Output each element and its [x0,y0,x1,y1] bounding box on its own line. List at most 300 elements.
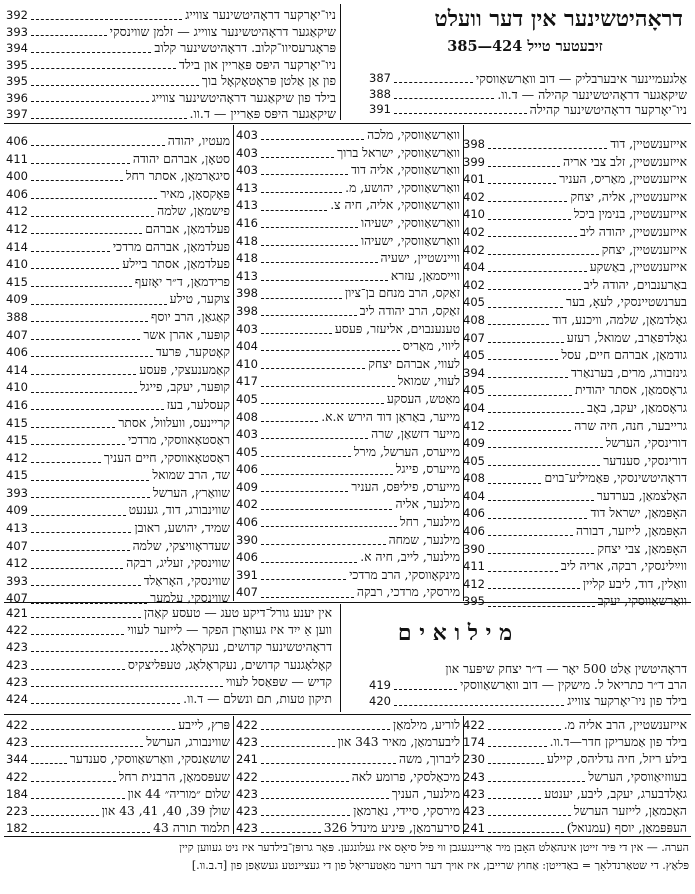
supplement-title: מ י ל ו א י ם [397,620,513,646]
leader-dashes [261,174,348,175]
list-item [236,409,460,427]
page-number: 418 [236,251,258,266]
entry-title: אייזענשטיין, יהודה ליב [580,224,687,239]
entry-title: האָכמאַן, לייזער הערשל [573,803,687,818]
bottom-column-left [6,717,230,837]
list-item [236,426,460,444]
entry-title: האָפּמאַן, ישראל דוד [590,506,687,521]
entry-title: גראָסמאַן, אסתר יהודית [575,383,687,398]
entry-title: ליווי, מאַריס [402,339,460,354]
page-number: 401 [463,172,485,187]
list-item [6,467,230,485]
entry-title: בילד פון שיקאַגער דראָהיטשינער צווייג [151,89,336,105]
list-item [236,584,460,602]
page-number: 399 [463,154,485,169]
list-item [6,24,336,41]
page-number: 393 [6,24,28,39]
entry-title: אייזענשטיין, בנימין ביכל [573,207,687,222]
page-number: 415 [6,433,28,448]
leader-dashes [488,553,595,554]
page-number: 422 [236,718,258,732]
page-number: 402 [463,242,485,257]
entry-title: תיקון טעות, תם ונשלם — ד.וו. [183,691,332,706]
leader-dashes [488,430,571,431]
leader-dashes [261,262,378,263]
leader-dashes [31,68,176,69]
entry-title: דורינסקי, סענדער [603,453,687,468]
list-item [6,203,230,221]
list-item [236,197,460,215]
page-number: 404 [463,488,485,503]
list-item [463,734,687,751]
leader-dashes [261,746,335,747]
page-number: 405 [463,453,485,468]
page-number: 174 [463,735,485,750]
page-number: 405 [463,383,485,398]
page-number: 417 [236,374,258,389]
page-number: 407 [236,585,258,600]
list-item [236,250,460,268]
entry-title: סירערמאַן, פּיניע מינדל 326 [323,821,460,836]
list-item [6,751,230,768]
entry-title: אין יענע גורל־דיקע טעג — טעסע קאַהן [144,606,332,620]
entry-title: דראָהיטשין אַלט 500 יאָר — ד״ר יצחק שיפּער און [445,662,687,676]
leader-dashes [261,350,400,351]
leader-dashes [261,798,389,799]
page-number: 403 [236,128,258,142]
leader-dashes [261,333,332,334]
leader-dashes [488,254,599,255]
entry-title: ניו־יאָרקער דראָהיטשינער צווייג [185,7,336,22]
top-right-list [369,71,687,118]
page-number: 407 [6,327,28,342]
list-item [6,691,332,708]
leader-dashes [488,412,584,413]
page-number: 406 [6,134,28,148]
list-item [463,453,687,471]
list-item [6,309,230,327]
leader-dashes [31,763,67,764]
leader-dashes [261,403,384,404]
list-item [6,432,230,450]
page-number: 406 [463,506,485,521]
leader-dashes [488,798,541,799]
leader-dashes [394,113,527,114]
page-number: 182 [6,821,28,836]
leader-dashes [31,480,149,481]
entry-title: פעלדמאַן, אברהם מרדכי [112,239,230,254]
leader-dashes [31,798,125,799]
entry-title: שולן 39, 40, 41, 43 און [101,803,230,818]
leader-dashes [31,216,154,217]
entry-title: בילד פון ניו־יאָרקער צווייג [567,694,687,708]
list-item [236,268,460,286]
page-number: 391 [236,567,258,582]
entry-title: גודמאַן, אברהם חיים, עסל [561,348,687,363]
leader-dashes [488,815,571,816]
list-item [236,285,460,303]
entry-title: גראָסמאַן, יעקב, באָב [587,400,687,415]
list-item [6,555,230,573]
list-item [236,162,460,180]
entry-title: מייערס, הערשל, מירל [353,444,460,459]
list-item [369,102,687,118]
entry-title: דראָהיטשינסקי, פּאַמיליע־בוים [544,471,687,486]
leader-dashes [31,163,130,164]
leader-dashes [261,157,334,158]
page-number: 396 [6,90,28,105]
page-number: 388 [369,86,391,101]
list-item [463,224,687,242]
page-number: 395 [6,57,28,72]
page-number: 223 [6,803,28,818]
page-number: 405 [463,295,485,310]
leader-dashes [31,118,187,119]
list-item [236,356,460,374]
leader-dashes [261,579,346,580]
bottom-divider-1 [233,716,234,834]
list-item [463,382,687,400]
list-item [6,379,230,397]
leader-dashes [488,307,563,308]
leader-dashes [31,19,182,20]
leader-dashes [31,568,123,569]
leader-dashes [31,392,137,393]
page-number: 407 [6,538,28,553]
list-item [6,7,336,24]
list-item [6,820,230,837]
leader-dashes [394,98,494,99]
list-item [236,338,460,356]
list-item [6,133,230,151]
entry-title: שיקאַגער דראָהיטשינער קהילה — ד.וו. [497,86,687,102]
leader-dashes [261,781,349,782]
page-number: 407 [463,330,485,345]
list-item [463,751,687,768]
page-number: 241 [236,752,258,767]
leader-dashes [261,729,390,730]
leader-dashes [31,532,132,533]
page-number: 395 [6,74,28,88]
leader-dashes [488,377,568,378]
list-item [6,327,230,345]
entry-title: שוואַרץ, הערשל [152,485,230,500]
footnote-line-2: פּלאַץ. די שטאַרנדלאָך = באַדייטן: אַחוץ שרייבן, איז אויך דער רויער מאַטעריאַל פון די געציינטע געשאַפן פון [ד.ב.וו.] [191,859,689,872]
list-item [6,73,336,90]
leader-dashes [261,597,354,598]
leader-dashes [488,571,558,572]
page-number: 409 [6,292,28,307]
leader-dashes [31,497,150,498]
entry-title: ווייסמאַן, עזרא [390,268,460,283]
leader-dashes [31,321,148,322]
list-item [369,693,687,709]
entry-title: שווינסקי, זעליג, רבקה [126,556,230,571]
leader-dashes [261,192,342,193]
entry-title: מייערס, פיליפּס, העניר [351,479,460,494]
leader-dashes [394,82,473,83]
names-divider-1 [233,125,234,601]
page-number: 406 [236,462,258,477]
entry-title: ליברוך, משה [398,752,460,767]
leader-dashes [261,491,348,492]
leader-dashes [31,374,136,375]
leader-dashes [488,219,571,220]
leader-dashes [488,518,588,519]
leader-dashes [31,85,199,86]
leader-dashes [261,456,351,457]
entry-title: גינזבורג, מרים, בערנאַרד [570,365,687,380]
list-item [6,151,230,169]
entry-title: קאַגאַן, הרב יוסף [150,309,230,324]
entry-title: שווינבורג, דוד, גענעט [128,503,230,518]
list-item [236,751,460,768]
entry-title: גאָלדמאַן, שלמה, וויכנע, דוד [552,312,687,327]
entry-title: מאַטש, העסקע [386,391,460,406]
list-item [236,496,460,514]
list-item [6,485,230,503]
entry-title: מיכאַלסקי, פרומע לאה [351,769,460,784]
page-number: 423 [6,674,28,689]
leader-dashes [488,395,572,396]
leader-dashes [394,689,457,690]
leader-dashes [261,210,327,211]
list-item [6,291,230,309]
page-number: 415 [6,468,28,483]
list-item [6,415,230,433]
page-number: 423 [463,803,485,818]
page-number: 424 [6,691,28,706]
leader-dashes [261,315,357,316]
page-number: 408 [463,471,485,486]
entry-title: קעסלער, בעז [166,397,230,412]
list-item [6,657,332,674]
list-item [6,734,230,751]
entry-title: העפּפּמאַן, יוסף (עמנואל) [566,821,687,836]
entry-title: צוקער, טילע [169,292,230,307]
entry-title: קופּער, אהרן אשר [143,327,230,342]
leader-dashes [31,286,132,287]
page-number: 423 [236,735,258,750]
page-number: 423 [236,786,258,801]
names-column-right [463,136,687,611]
page-number: 414 [6,362,28,377]
list-item [463,769,687,786]
entry-title: קופּער, יעקב, פייגל [139,380,230,395]
list-item [463,786,687,803]
leader-dashes [261,421,318,422]
list-item [463,347,687,365]
page-number: 416 [236,215,258,230]
page-number: 409 [236,479,258,494]
list-item [6,239,230,257]
page-number: 395 [463,594,485,609]
entry-title: שיקאַגער דראָהיטשינער צווייג — זלמן שווינסקי [109,23,336,39]
list-item [236,391,460,409]
page-number: 412 [463,576,485,591]
list-item [463,312,687,330]
entry-title: שעדראָוויצקי, שלמה [132,538,230,553]
leader-dashes [488,483,541,484]
entry-title: קריינעס, וועלוול, אסתר [118,415,230,430]
leader-dashes [31,617,141,618]
leader-dashes [261,832,321,833]
entry-title: שושאַנסקי, וואַרשאַווסקי, סענדער [69,752,230,767]
leader-dashes [31,145,165,146]
list-item [236,303,460,321]
list-item [6,538,230,556]
list-item [463,206,687,224]
entry-title: האָפּמאַן, לייזער, דבורה [575,524,687,539]
page-number: 392 [6,8,28,22]
leader-dashes [31,339,140,340]
entry-title: הרב ד״ר כתריאל ל. מישקין — דוב וואַרשאַווסקי [460,678,687,692]
leader-dashes [31,427,115,428]
leader-dashes [488,763,544,764]
page-number: 422 [6,718,28,732]
page-number: 404 [463,260,485,275]
list-item [463,418,687,436]
list-item [236,233,460,251]
list-item [6,803,230,820]
leader-dashes [261,280,388,281]
entry-title: פעלדמאַן, אברהם [145,221,230,236]
leader-dashes [488,183,556,184]
top-left-list [6,7,336,123]
list-item [6,450,230,468]
entry-title: שווינסקי, האָראַלד [143,573,230,588]
list-item [236,180,460,198]
page-number: 422 [236,769,258,784]
leader-dashes [488,148,607,149]
leader-dashes [488,606,595,607]
list-item [236,567,460,585]
list-item [236,734,460,751]
page-number: 423 [463,786,485,801]
leader-dashes [31,815,99,816]
page-number: 406 [463,524,485,539]
top-divider-vertical [340,4,341,120]
page-number: 412 [6,204,28,219]
leader-dashes [488,166,560,167]
leader-dashes [261,245,358,246]
entry-title: שד, הרב שמואל [152,468,230,483]
list-item [463,505,687,523]
list-item [6,520,230,538]
page-number: 413 [236,180,258,195]
list-item [463,154,687,172]
page-number: 414 [6,239,28,254]
entry-title: בעווזיאַווסקי, הערשל [588,769,687,784]
list-item [6,106,336,123]
list-item [369,661,687,677]
page-number: 243 [463,769,485,784]
page-number: 423 [6,657,28,672]
entry-title: מירסקי, סיידי, נאַרמאַן [353,803,460,818]
leader-dashes [261,438,368,439]
page-number: 421 [6,606,28,620]
list-item [463,541,687,559]
list-item [236,127,460,145]
page-number: 400 [6,169,28,184]
page-number: 406 [6,345,28,360]
list-item [463,820,687,837]
page-number: 405 [236,391,258,406]
entry-title: מילנער, העניך [391,786,460,801]
entry-title: ניו־יאָרקער דראָהיטשינער קהילה [529,102,687,117]
page-number: 411 [6,151,28,166]
page-number: 412 [6,556,28,571]
section-title: דראָהיטשינער אין דער וועלט [434,6,683,32]
entry-title: אייזענשטיין, הרב אליה מ. [563,718,687,732]
entry-title: מילנער, רחל [399,515,460,530]
leader-dashes [31,268,119,269]
entry-title: וואַרשאַווסקי, אליה דוד [350,163,460,178]
list-item [463,189,687,207]
page-number: 393 [6,573,28,588]
list-item [236,549,460,567]
list-item [6,502,230,520]
page-number: 390 [236,532,258,547]
leader-dashes [31,703,180,704]
entry-title: מילנער, אליה [395,497,460,512]
entry-title: סיגאַרמאַן, אסתר רחל [125,169,230,184]
list-item [236,803,460,820]
page-number: 403 [236,145,258,160]
entry-title: אייזענשטיין, דוד [610,137,687,151]
list-item [236,532,460,550]
entry-title: מייער דזשאַן, שרה [371,427,460,442]
section-subtitle: זיבעטער טייל 424—385 [447,38,603,55]
footnote-line-1: הערה. — אין די פּיר זייטן אינהאַלט האָבן מיר אַריינגעגבן ווי פיל סיאָס איז געלונגען. פּאַר גרופּן־בילדער איז ניט געווען קיין [179,841,689,854]
list-item [463,277,687,295]
entry-title: וואַרשאַווסקי, אליה, חיה צ. [330,198,460,213]
leader-dashes [31,356,153,357]
supplement-divider [340,604,341,712]
leader-dashes [31,550,130,551]
list-item [6,221,230,239]
entry-title: זאַקס, הרב מנחם בן־ציון [344,286,460,301]
page-number: 412 [463,418,485,433]
entry-title: ניו־יאָרקער היפּס פּאַריין און בילד [178,56,336,72]
list-item [463,435,687,453]
list-item [463,400,687,418]
list-item [463,488,687,506]
leader-dashes [31,832,150,833]
page-number: 241 [463,821,485,836]
leader-dashes [488,781,585,782]
list-item [463,803,687,820]
page-number: 413 [236,198,258,213]
page-number: 423 [6,735,28,750]
entry-title: באַרענבוים, יהודה ליב [583,277,687,292]
leader-dashes [488,729,561,730]
entry-title: אַלגעמיינער איבערבליק — דוב וואַרשאַווסקי [475,71,687,86]
leader-dashes [488,236,577,237]
page-number: 422 [6,769,28,784]
leader-dashes [261,368,365,369]
page-number: 423 [236,803,258,818]
leader-dashes [488,535,573,536]
leader-dashes [261,227,358,228]
entry-title: אייזענשטיין, יצחק [601,242,687,257]
leader-dashes [31,686,223,687]
rule-middle [4,602,691,603]
list-item [6,186,230,204]
page-number: 398 [236,286,258,301]
leader-dashes [488,447,603,448]
leader-dashes [488,832,564,833]
